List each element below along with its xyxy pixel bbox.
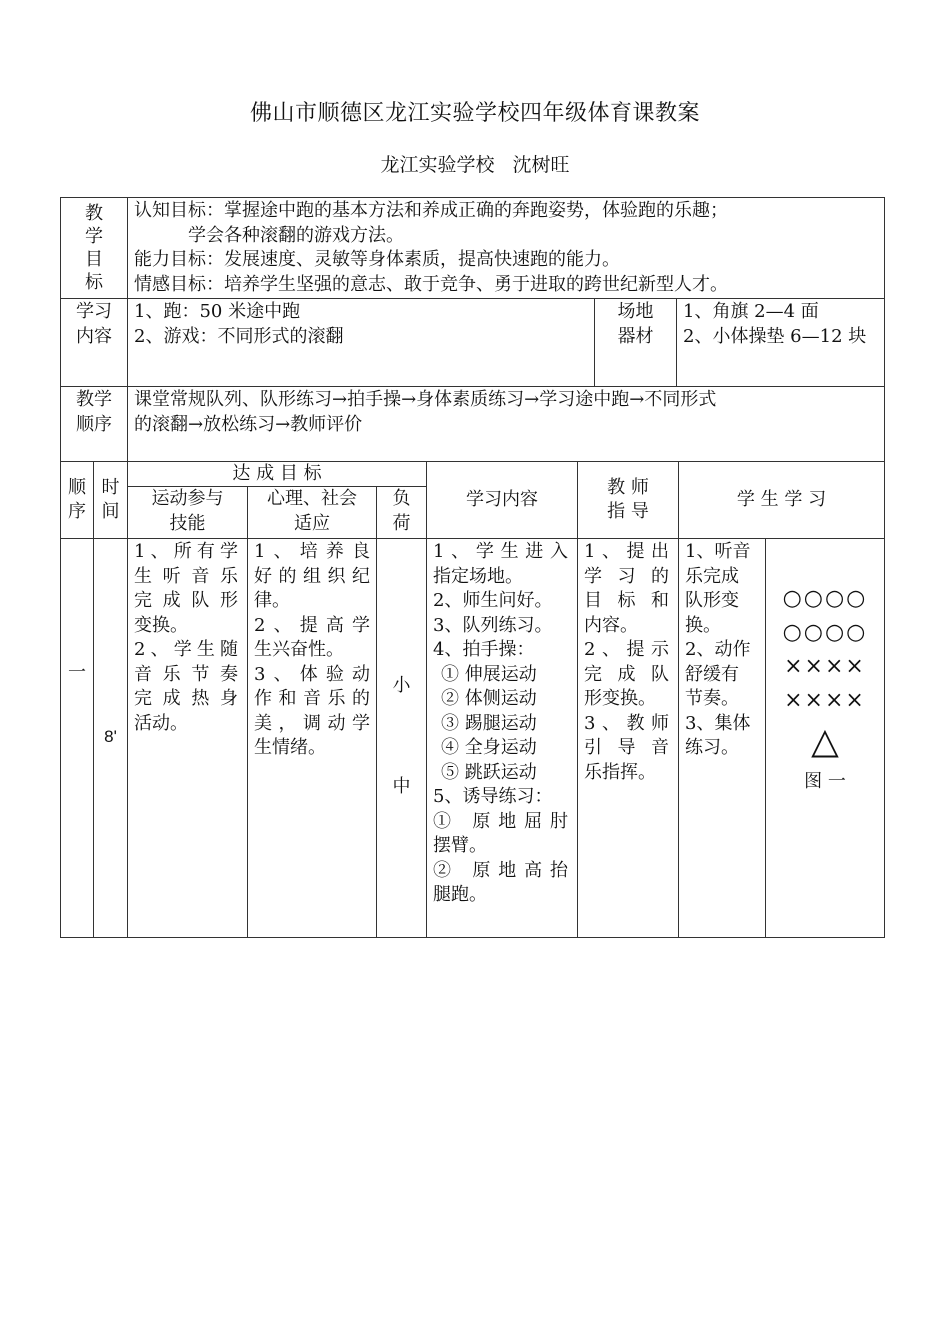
goals-text	[128, 198, 885, 299]
teacher-triangle-icon: △	[811, 721, 839, 762]
formation-row: ○○○○	[782, 586, 868, 611]
goal-ability: 能力目标：发展速度、灵敏等身体素质，提高快速跑的能力。	[134, 249, 620, 270]
content-items: 1、跑：50 米途中跑 2、游戏：不同形式的滚翻	[128, 299, 595, 387]
row1-time: 8'	[94, 539, 128, 938]
col-learning-content: 学习内容	[427, 462, 578, 539]
formation-row: ××××	[784, 688, 866, 713]
col-load: 负 荷	[377, 487, 427, 539]
formation-row: ××××	[784, 654, 866, 679]
row1-student: 1、听音 乐完成 队形变 换。 2、动作 舒缓有 节奏。 3、集体 练习。	[679, 539, 766, 938]
content-label: 学习 内容	[61, 299, 128, 387]
row1-social: 1、培养良 好的组织纪 律。 2、提高学 生兴奋性。 3、体验动 作和音乐的 美，调动学 生情绪。	[248, 539, 377, 938]
row1-teacher: 1、提出 学习的 目标和 内容。 2、提示 完成队 形变换。 3、教师 引导音 乐指挥。	[578, 539, 679, 938]
sequence-label: 教学 顺序	[61, 387, 128, 462]
row1-load	[377, 539, 427, 938]
author-line	[0, 150, 950, 177]
col-student-learning: 学 生 学 习	[679, 462, 885, 539]
col-goals: 达 成 目 标	[128, 462, 427, 487]
formation-row: ○○○○	[782, 620, 868, 645]
goals-label: 教 学 目 标	[61, 198, 128, 299]
col-order: 顺 序	[61, 462, 94, 539]
col-time: 时 间	[94, 462, 128, 539]
formation-diagram	[766, 539, 885, 938]
teacher-name: 沈树旺	[512, 154, 570, 176]
row1-participation: 1、所有学 生听音乐 完成队形 变换。 2、学生随 音乐节奏 完成热身 活动。	[128, 539, 248, 938]
goal-cognitive: 认知目标：掌握途中跑的基本方法和养成正确的奔跑姿势，体验跑的乐趣；	[134, 200, 728, 221]
sequence-text: 课堂常规队列、队形练习→拍手操→身体素质练习→学习途中跑→不同形式 的滚翻→放松练习→教师评价	[128, 387, 885, 462]
page-title: 佛山市顺德区龙江实验学校四年级体育课教案	[249, 101, 700, 126]
col-social: 心理、社会 适应	[248, 487, 377, 539]
row1-content: 1、学生进入 指定场地。 2、师生问好。 3、队列练习。 4、拍手操： ① 伸展运动 ② 体侧运动 ③ 踢腿运动 ④ 全身运动 ⑤ 跳跃运动 5、诱导练习： ① 原地屈肘 摆臂。 ② 原地高抬 腿跑。	[427, 539, 578, 938]
row1-order: 一	[61, 539, 94, 938]
diagram-caption: 图 一	[804, 771, 846, 792]
col-participation: 运动参与 技能	[128, 487, 248, 539]
goal-emotion: 情感目标：培养学生坚强的意志、敢于竞争、勇于进取的跨世纪新型人才。	[134, 273, 728, 295]
load-mid: 中	[392, 776, 411, 797]
school-name: 龙江实验学校	[380, 154, 495, 176]
col-teacher-guide: 教 师 指 导	[578, 462, 679, 539]
load-low: 小	[392, 675, 411, 696]
lesson-table	[60, 197, 885, 938]
goal-cognitive-cont: 学会各种滚翻的游戏方法。	[188, 224, 404, 246]
equipment-label: 场地 器材	[595, 299, 677, 387]
equipment-items: 1、角旗 2—4 面 2、小体操垫 6—12 块	[677, 299, 885, 387]
